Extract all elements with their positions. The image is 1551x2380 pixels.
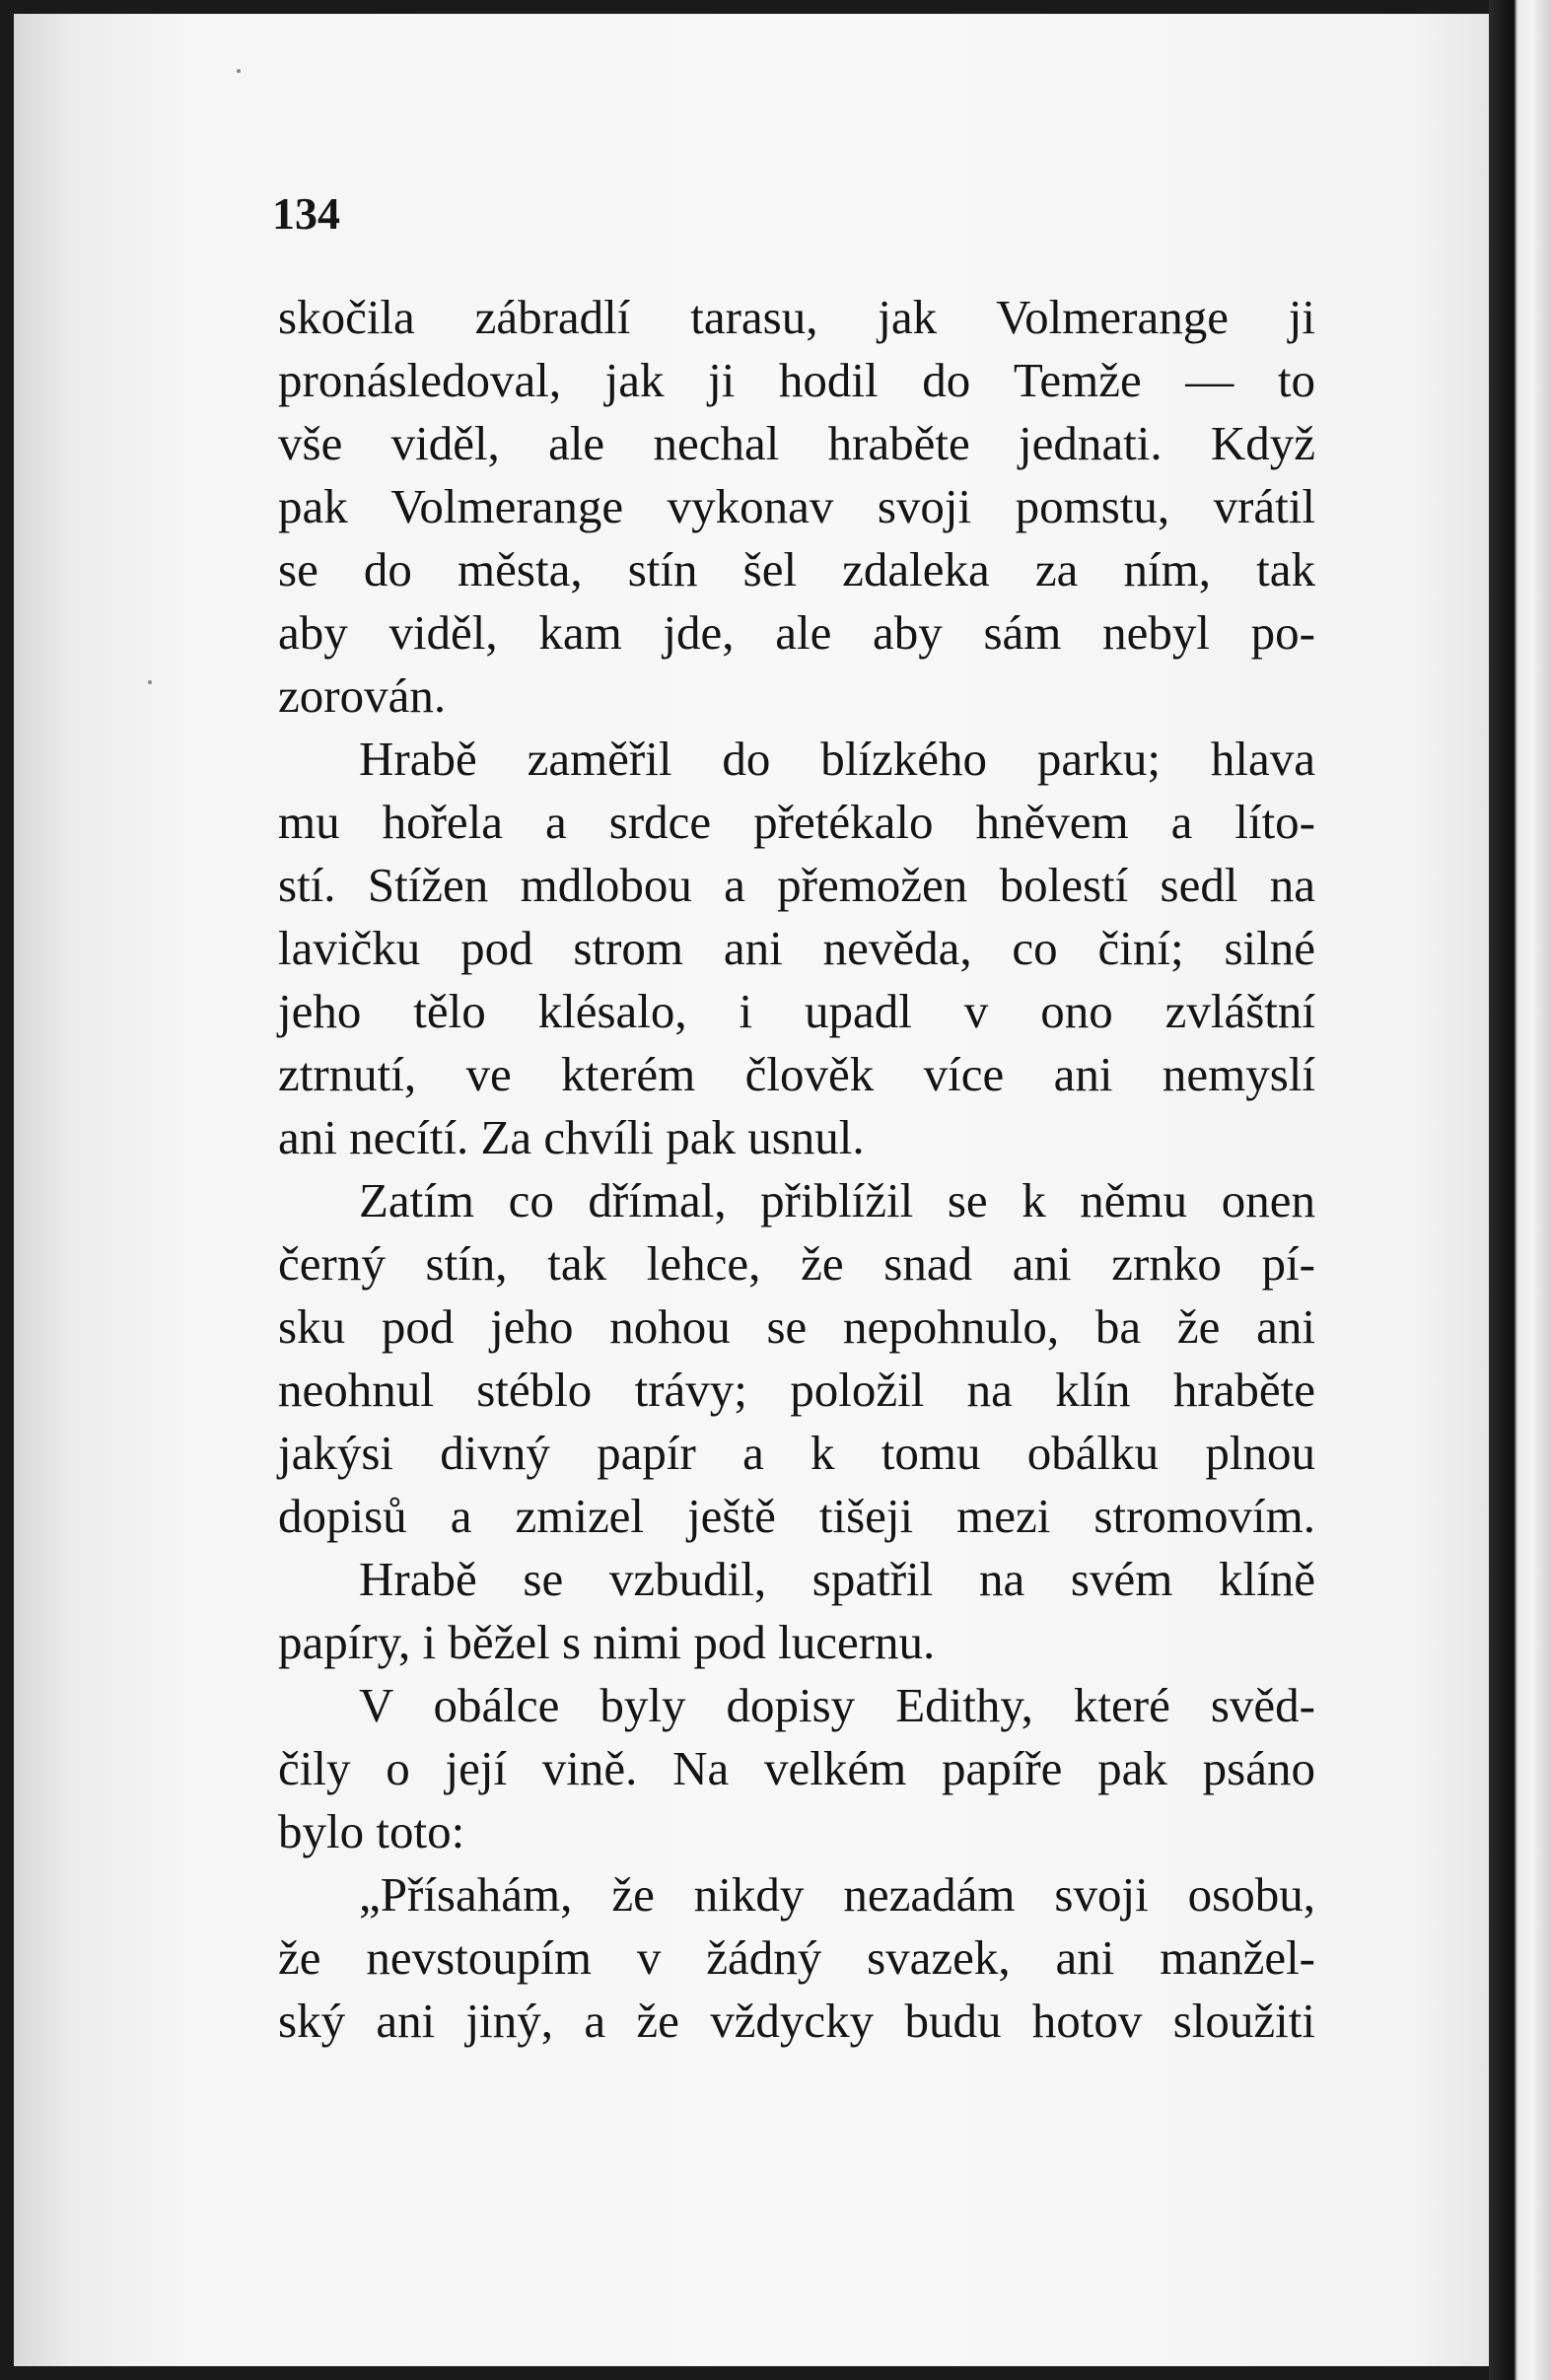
paper-speck (237, 69, 241, 73)
text-line: bylo toto: (278, 1804, 465, 1858)
text-line: pak Volmerange vykonav svoji pomstu, vrátil (278, 479, 1315, 533)
text-line: stí. Stížen mdlobou a přemožen bolestí sedl na (278, 858, 1315, 912)
text-line: neohnul stéblo trávy; položil na klín hraběte (278, 1363, 1315, 1417)
text-line: lavičku pod strom ani nevěda, co činí; silné (278, 921, 1315, 975)
text-line: vše viděl, ale nechal hraběte jednati. Když (278, 416, 1315, 470)
text-line: černý stín, tak lehce, že snad ani zrnko pí- (278, 1236, 1315, 1291)
text-line: pronásledoval, jak ji hodil do Temže — to (278, 353, 1315, 407)
text-line: „Přísahám, že nikdy nezadám svoji osobu, (359, 1867, 1315, 1922)
text-line: sku pod jeho nohou se nepohnulo, ba že ani (278, 1299, 1315, 1354)
text-line: Hrabě se vzbudil, spatřil na svém klíně (359, 1552, 1315, 1606)
body-text (278, 286, 1315, 2053)
text-line: aby viděl, kam jde, ale aby sám nebyl po- (278, 605, 1315, 660)
text-line: V obálce byly dopisy Edithy, které svěd- (359, 1678, 1315, 1732)
text-line: jeho tělo klésalo, i upadl v ono zvláštní (278, 984, 1315, 1038)
text-line: jakýsi divný papír a k tomu obálku plnou (278, 1426, 1315, 1480)
text-line: ský ani jiný, a že vždycky budu hotov sloužiti (278, 1994, 1315, 2048)
page-number: 134 (272, 188, 340, 239)
text-line: zorován. (278, 668, 447, 723)
text-line: ztrnutí, ve kterém člověk více ani nemyslí (278, 1047, 1315, 1101)
text-line: Hrabě zaměřil do blízkého parku; hlava (359, 732, 1315, 786)
text-line: Zatím co dřímal, přiblížil se k němu onen (359, 1173, 1315, 1227)
text-line: mu hořela a srdce přetékalo hněvem a líto- (278, 795, 1315, 849)
text-line: papíry, i běžel s nimi pod lucernu. (278, 1615, 936, 1669)
text-line: že nevstoupím v žádný svazek, ani manžel- (278, 1930, 1315, 1985)
book-gutter-edge (1489, 0, 1551, 2380)
text-line: se do města, stín šel zdaleka za ním, tak (278, 542, 1315, 596)
text-line: čily o její vině. Na velkém papíře pak psáno (278, 1741, 1315, 1795)
text-line: dopisů a zmizel ještě tišeji mezi stromovím. (278, 1489, 1315, 1543)
text-line: ani necítí. Za chvíli pak usnul. (278, 1110, 865, 1164)
text-line: skočila zábradlí tarasu, jak Volmerange ji (278, 290, 1315, 344)
paper-speck (148, 680, 152, 684)
